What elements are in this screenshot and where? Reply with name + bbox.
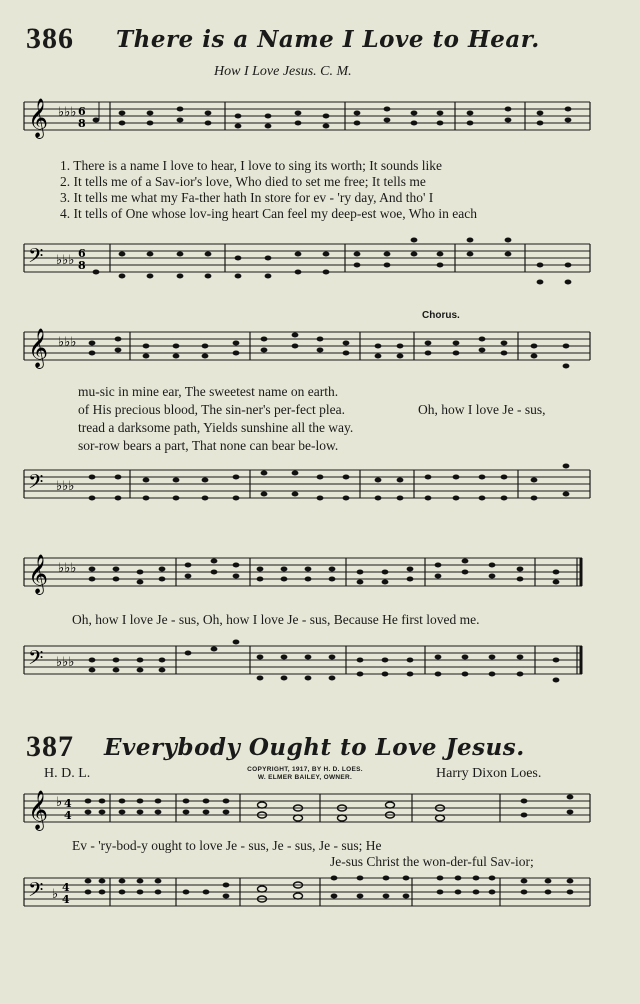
hymn-386-system-3-bass-staff (0, 636, 640, 696)
hymn-386-continuation-2: of His precious blood, The sin-ner's per-fect plea. (78, 402, 345, 417)
hymn-386-continuation-1: mu-sic in mine ear, The sweetest name on earth. (78, 384, 339, 399)
hymn-386-system-1-treble-staff (0, 96, 640, 156)
svg-text:𝄞: 𝄞 (28, 790, 49, 830)
hymn-386-chorus-start: Oh, how I love Je - sus, (418, 402, 546, 417)
hymn-387-number: 387 (26, 730, 74, 763)
svg-text:8: 8 (78, 259, 86, 272)
hymn-386-verse-2: 2. It tells me of a Sav-ior's love, Who died to set me free; It tells me (60, 174, 426, 189)
svg-text:4: 4 (64, 809, 72, 822)
hymn-386-chorus-label: Chorus. (422, 310, 460, 321)
hymn-387-author: H. D. L. (44, 766, 91, 781)
svg-text:𝄞: 𝄞 (28, 328, 49, 368)
svg-text:6: 6 (78, 247, 86, 260)
hymn-387-treble-staff (0, 784, 640, 844)
svg-text:♭: ♭ (52, 887, 59, 902)
hymn-387-lyric-1: Ev - 'ry-bod-y ought to love Je - sus, Je - sus, Je - sus; He (72, 838, 382, 853)
svg-text:♭♭♭: ♭♭♭ (56, 655, 75, 670)
svg-text:𝄢: 𝄢 (28, 244, 44, 272)
svg-text:𝄞: 𝄞 (28, 554, 49, 594)
svg-text:6: 6 (78, 105, 86, 118)
svg-text:4: 4 (62, 893, 70, 906)
hymn-387-bass-staff (0, 868, 640, 928)
hymn-386-title: There is a Name I Love to Hear. (116, 26, 540, 53)
hymn-387-lyric-2: Je-sus Christ the won-der-ful Sav-ior; (330, 854, 534, 869)
svg-text:♭♭♭: ♭♭♭ (56, 253, 75, 268)
hymn-387-composer: Harry Dixon Loes. (436, 766, 542, 781)
hymn-387-title: Everybody Ought to Love Jesus. (104, 734, 525, 761)
hymn-386-system-2-bass-staff (0, 460, 640, 520)
svg-text:4: 4 (62, 881, 70, 894)
hymn-386-tune: How I Love Jesus. C. M. (214, 64, 352, 79)
hymn-387-copyright (220, 766, 390, 782)
svg-text:♭♭♭: ♭♭♭ (56, 479, 75, 494)
hymn-387-copyright-line-1: COPYRIGHT, 1917, BY H. D. LOES. (247, 766, 363, 773)
svg-text:♭♭♭: ♭♭♭ (58, 105, 77, 120)
svg-text:𝄢: 𝄢 (28, 878, 44, 906)
svg-text:𝄢: 𝄢 (28, 470, 44, 498)
hymn-386-chorus-line: Oh, how I love Je - sus, Oh, how I love Je - sus, Because He first loved me. (72, 612, 480, 627)
svg-text:♭: ♭ (56, 795, 63, 810)
hymn-386-verse-1: 1. There is a name I love to hear, I love to sing its worth; It sounds like (60, 158, 443, 173)
hymn-386-verse-3: 3. It tells me what my Fa-ther hath In store for ev - 'ry day, And tho' I (60, 190, 434, 205)
hymn-386-continuation-3: tread a darksome path, Yields sunshine all the way. (78, 420, 354, 435)
hymn-386-verse-4: 4. It tells of One whose lov-ing heart Can feel my deep-est woe, Who in each (60, 206, 477, 221)
svg-text:𝄞: 𝄞 (28, 98, 49, 138)
svg-text:♭♭♭: ♭♭♭ (58, 561, 77, 576)
hymn-386-number: 386 (26, 22, 74, 55)
hymn-386-continuation-4: sor-row bears a part, That none can bear be-low. (78, 438, 339, 453)
svg-text:8: 8 (78, 117, 86, 130)
hymn-386-system-1-bass-staff (0, 236, 640, 296)
svg-text:♭♭♭: ♭♭♭ (58, 335, 77, 350)
hymn-386-system-2-treble-staff (0, 322, 640, 382)
hymn-386-system-3-treble-staff (0, 548, 640, 608)
svg-text:𝄢: 𝄢 (28, 646, 44, 674)
hymn-387-copyright-line-2: W. ELMER BAILEY, OWNER. (257, 774, 353, 781)
svg-text:4: 4 (64, 797, 72, 810)
